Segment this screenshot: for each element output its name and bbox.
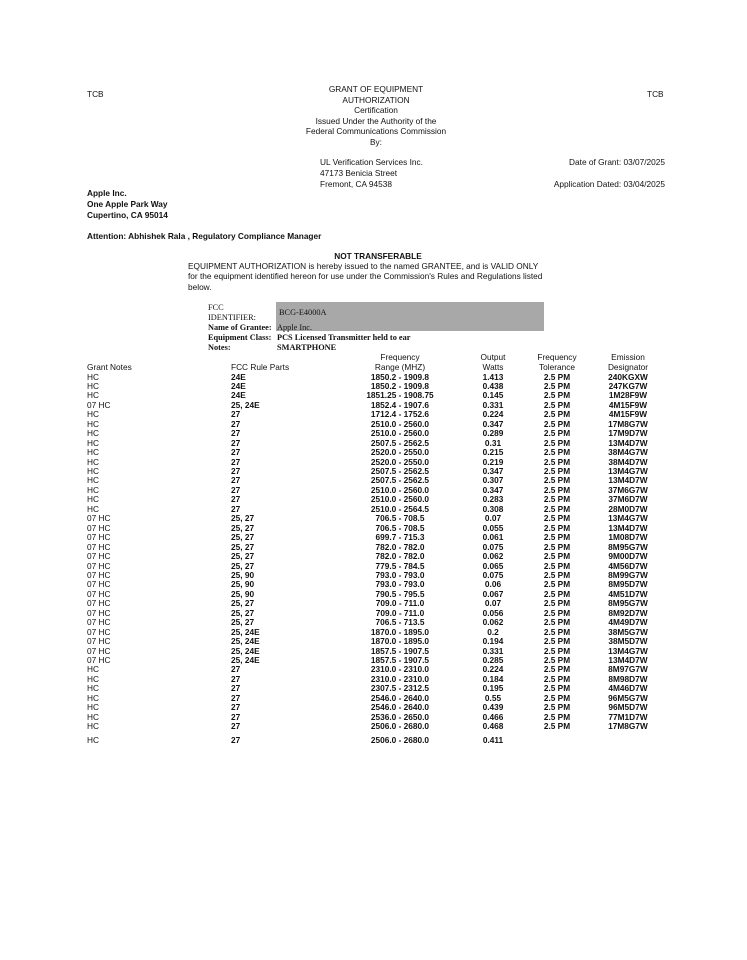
cell-watts: 0.55 (484, 692, 502, 703)
cell-tol: 2.5 PM (543, 560, 571, 571)
cell-watts: 0.055 (482, 522, 504, 533)
header-watts-line-2: Watts (482, 362, 504, 372)
cell-em: 4M51D7W (608, 588, 648, 599)
attention-line: Attention: Abhishek Rala , Regulatory Compliance Manager (87, 231, 322, 241)
issuer-city: Fremont, CA 94538 (320, 179, 392, 190)
cell-rule: 27 (231, 702, 241, 713)
cell-watts: 0.07 (484, 598, 502, 609)
cell-em: 8M95G7W (608, 541, 648, 552)
cell-notes: 07 HC (87, 626, 111, 637)
cell-em: 8M92D7W (608, 607, 648, 618)
cell-rule: 27 (231, 734, 241, 745)
cell-em: 38M4G7W (608, 447, 648, 458)
cell-watts: 0.194 (482, 636, 504, 647)
cell-watts: 0.061 (482, 532, 504, 543)
cell-notes: 07 HC (87, 645, 111, 656)
cell-freq: 1857.5 - 1907.5 (370, 655, 430, 665)
cell-notes: HC (87, 371, 99, 382)
cell-freq: 706.5 - 708.5 (375, 513, 425, 524)
issuer-address (320, 157, 423, 191)
cell-em: 8M99G7W (608, 569, 648, 580)
cell-freq: 706.5 - 708.5 (375, 522, 425, 533)
cell-freq: 782.0 - 782.0 (375, 551, 425, 562)
cell-rule: 27 (231, 475, 241, 486)
cell-watts: 0.184 (482, 673, 504, 684)
cell-rule: 24E (231, 390, 246, 401)
cell-rule: 25, 24E (231, 399, 260, 410)
cell-rule: 27 (231, 721, 241, 732)
cell-watts: 0.056 (482, 607, 504, 618)
cell-notes: HC (87, 475, 99, 486)
cell-freq: 1850.2 - 1909.8 (370, 380, 430, 391)
application-date: Application Dated: 03/04/2025 (553, 179, 665, 189)
cell-em: 1M08D7W (608, 532, 648, 543)
cell-em: 13M4D7W (608, 437, 648, 448)
cell-tol: 2.5 PM (543, 428, 571, 439)
cell-tol: 2.5 PM (543, 626, 571, 637)
grant-title-line: Certification (354, 105, 398, 116)
cell-em: 17M8G7W (608, 721, 648, 732)
tcb-left-label: TCB (87, 89, 104, 99)
cell-notes: HC (87, 484, 99, 495)
cell-em: 4M49D7W (608, 617, 648, 628)
cell-rule: 25, 27 (231, 617, 255, 628)
cell-em: 13M4D7W (608, 475, 648, 486)
cell-em: 38M4D7W (608, 456, 648, 467)
cell-em: 4M15F9W (608, 399, 648, 410)
grant-title-block (276, 84, 476, 148)
cell-freq: 2510.0 - 2564.5 (370, 503, 430, 514)
header-tolerance-line-1: Frequency (537, 352, 577, 362)
cell-notes: 07 HC (87, 655, 111, 665)
cell-em: 13M4D7W (608, 522, 648, 533)
cell-tol: 2.5 PM (543, 418, 571, 429)
fcc-label-line-1: FCC (208, 303, 224, 312)
notes-label: Notes: (208, 343, 231, 352)
cell-rule: 27 (231, 437, 241, 448)
cell-freq: 2507.5 - 2562.5 (370, 437, 430, 448)
table-row (0, 722, 747, 732)
cell-rule: 27 (231, 683, 241, 694)
cell-watts: 0.067 (482, 588, 504, 599)
cell-notes: HC (87, 503, 99, 514)
cell-em: 8M95D7W (608, 579, 648, 590)
cell-em: 96M5G7W (608, 692, 648, 703)
cell-rule: 25, 27 (231, 607, 255, 618)
cell-rule: 24E (231, 380, 246, 391)
grantee-name: Apple Inc. (87, 188, 127, 198)
cell-watts: 0.215 (482, 447, 504, 458)
cell-rule: 25, 27 (231, 560, 255, 571)
cell-tol: 2.5 PM (543, 399, 571, 410)
cell-notes: HC (87, 437, 99, 448)
cell-notes: 07 HC (87, 598, 111, 609)
cell-rule: 24E (231, 371, 246, 382)
grantee-address (87, 188, 168, 222)
grant-title-line: Federal Communications Commission (305, 126, 447, 137)
cell-rule: 25, 24E (231, 645, 260, 656)
cell-notes: HC (87, 734, 99, 745)
cell-notes: HC (87, 390, 99, 401)
cell-freq: 2307.5 - 2312.5 (370, 683, 430, 694)
cell-watts: 0.219 (482, 456, 504, 467)
header-emission-line-2: Designator (607, 362, 649, 372)
cell-tol: 2.5 PM (543, 551, 571, 562)
cell-rule: 25, 24E (231, 626, 260, 637)
issuer-street: 47173 Benicia Street (320, 168, 398, 179)
cell-em: 4M56D7W (608, 560, 648, 571)
cell-freq: 2546.0 - 2640.0 (370, 702, 430, 713)
cell-rule: 25, 90 (231, 588, 255, 599)
cell-rule: 25, 24E (231, 636, 260, 647)
cell-freq: 706.5 - 713.5 (375, 617, 425, 628)
cell-tol: 2.5 PM (543, 522, 571, 533)
cell-tol: 2.5 PM (543, 380, 571, 391)
notice-line: for the equipment identified hereon for use under the Commission's Rules and Regulations listed (188, 271, 543, 282)
cell-rule: 25, 27 (231, 541, 255, 552)
cell-notes: 07 HC (87, 607, 111, 618)
cell-freq: 1851.25 - 1908.75 (366, 390, 434, 401)
cell-freq: 1870.0 - 1895.0 (370, 636, 430, 647)
grant-title-line: By: (370, 136, 382, 147)
cell-rule: 27 (231, 503, 241, 514)
cell-rule: 25, 27 (231, 598, 255, 609)
cell-tol: 2.5 PM (543, 541, 571, 552)
cell-notes: 07 HC (87, 541, 111, 552)
cell-notes: HC (87, 692, 99, 703)
cell-watts: 0.347 (482, 418, 504, 429)
cell-watts: 0.289 (482, 428, 504, 439)
header-frequency-range (350, 352, 450, 372)
cell-freq: 1850.2 - 1909.8 (370, 371, 430, 382)
cell-freq: 2310.0 - 2310.0 (370, 673, 430, 684)
cell-notes: HC (87, 711, 99, 722)
cell-watts: 0.411 (482, 734, 504, 745)
cell-em: 240KGXW (608, 371, 648, 382)
tcb-right-label: TCB (647, 89, 664, 99)
header-frequency-line-2: Range (MHZ) (374, 362, 426, 372)
cell-freq: 793.0 - 793.0 (375, 579, 425, 590)
cell-tol: 2.5 PM (543, 409, 571, 420)
cell-notes: HC (87, 447, 99, 458)
cell-em: 1M28F9W (608, 390, 648, 401)
notes-value: SMARTPHONE (277, 343, 337, 352)
cell-watts: 0.195 (482, 683, 504, 694)
cell-tol: 2.5 PM (543, 371, 571, 382)
cell-rule: 25, 90 (231, 569, 255, 580)
cell-watts: 0.062 (482, 617, 504, 628)
cell-tol: 2.5 PM (543, 513, 571, 524)
cell-notes: HC (87, 409, 99, 420)
cell-watts: 0.07 (484, 513, 502, 524)
cell-freq: 1870.0 - 1895.0 (370, 626, 430, 637)
cell-notes: 07 HC (87, 560, 111, 571)
cell-freq: 2310.0 - 2310.0 (370, 664, 430, 675)
cell-rule: 25, 90 (231, 579, 255, 590)
header-frequency-tolerance (527, 352, 587, 372)
equipment-class-label: Equipment Class: (208, 333, 272, 342)
cell-tol: 2.5 PM (543, 494, 571, 505)
cell-em: 8M97G7W (608, 664, 648, 675)
cell-tol: 2.5 PM (543, 673, 571, 684)
cell-notes: HC (87, 683, 99, 694)
cell-notes: HC (87, 418, 99, 429)
cell-watts: 0.224 (482, 409, 504, 420)
cell-rule: 27 (231, 418, 241, 429)
cell-notes: 07 HC (87, 617, 111, 628)
header-watts-line-1: Output (480, 352, 506, 362)
fcc-identifier-value: BCG-E4000A (279, 308, 327, 317)
cell-notes: 07 HC (87, 588, 111, 599)
fcc-label-line-2: IDENTIFIER: (208, 313, 256, 322)
cell-em: 77M1D7W (608, 711, 648, 722)
header-emission-designator (598, 352, 658, 372)
cell-rule: 25, 27 (231, 513, 255, 524)
cell-notes: 07 HC (87, 532, 111, 543)
cell-watts: 0.308 (482, 503, 504, 514)
cell-notes: 07 HC (87, 522, 111, 533)
cell-notes: 07 HC (87, 399, 111, 410)
cell-freq: 2506.0 - 2680.0 (370, 734, 430, 745)
cell-rule: 27 (231, 484, 241, 495)
cell-freq: 1852.4 - 1907.6 (370, 399, 430, 410)
cell-tol: 2.5 PM (543, 569, 571, 580)
grantee-street: One Apple Park Way (87, 199, 168, 210)
cell-rule: 27 (231, 447, 241, 458)
cell-freq: 2507.5 - 2562.5 (370, 466, 430, 476)
cell-watts: 0.347 (482, 484, 504, 495)
cell-notes: HC (87, 466, 99, 476)
cell-watts: 0.285 (482, 655, 504, 665)
cell-watts: 0.439 (482, 702, 504, 713)
cell-em: 28M0D7W (608, 503, 648, 514)
transfer-notice (188, 251, 578, 292)
cell-tol: 2.5 PM (543, 579, 571, 590)
cell-tol: 2.5 PM (543, 484, 571, 495)
cell-notes: 07 HC (87, 579, 111, 590)
cell-em: 8M98D7W (608, 673, 648, 684)
cell-notes: HC (87, 380, 99, 391)
cell-em: 9M00D7W (608, 551, 648, 562)
cell-em: 4M15F9W (608, 409, 648, 420)
cell-watts: 0.06 (484, 579, 502, 590)
cell-tol: 2.5 PM (543, 475, 571, 486)
grantee-value: Apple Inc. (277, 323, 313, 332)
cell-freq: 2506.0 - 2680.0 (370, 721, 430, 732)
cell-watts: 0.468 (482, 721, 504, 732)
cell-watts: 0.466 (482, 711, 504, 722)
grantee-city: Cupertino, CA 95014 (87, 210, 168, 221)
cell-tol: 2.5 PM (543, 683, 571, 694)
cell-watts: 0.331 (482, 645, 504, 656)
cell-em: 4M46D7W (608, 683, 648, 694)
cell-em: 13M4G7W (608, 513, 648, 524)
cell-notes: HC (87, 702, 99, 713)
cell-em: 247KG7W (608, 380, 648, 391)
cell-freq: 709.0 - 711.0 (375, 598, 425, 609)
grant-title-line: Issued Under the Authority of the (315, 115, 437, 126)
cell-freq: 709.0 - 711.0 (375, 607, 425, 618)
issuer-name: UL Verification Services Inc. (320, 157, 423, 167)
cell-notes: HC (87, 721, 99, 732)
cell-freq: 2510.0 - 2560.0 (370, 494, 430, 505)
cell-watts: 0.075 (482, 569, 504, 580)
cell-tol: 2.5 PM (543, 711, 571, 722)
cell-em: 37M6G7W (608, 484, 648, 495)
cell-freq: 2507.5 - 2562.5 (370, 475, 430, 486)
cell-rule: 25, 27 (231, 522, 255, 533)
cell-rule: 27 (231, 409, 241, 420)
cell-rule: 25, 27 (231, 551, 255, 562)
header-fcc-rule-parts: FCC Rule Parts (231, 362, 290, 372)
cell-freq: 2536.0 - 2650.0 (370, 711, 430, 722)
grant-title-line: AUTHORIZATION (342, 94, 410, 105)
cell-watts: 0.283 (482, 494, 504, 505)
cell-freq: 1857.5 - 1907.5 (370, 645, 430, 656)
cell-watts: 0.145 (482, 390, 504, 401)
cell-watts: 0.062 (482, 551, 504, 562)
header-emission-line-1: Emission (611, 352, 645, 362)
cell-watts: 1.413 (482, 371, 504, 382)
cell-notes: 07 HC (87, 569, 111, 580)
cell-watts: 0.307 (482, 475, 504, 486)
cell-tol: 2.5 PM (543, 390, 571, 401)
cell-em: 13M4G7W (608, 466, 648, 476)
cell-watts: 0.331 (482, 399, 504, 410)
cell-freq: 2520.0 - 2550.0 (370, 447, 430, 458)
cell-em: 17M8G7W (608, 418, 648, 429)
cell-tol: 2.5 PM (543, 692, 571, 703)
cell-rule: 25, 24E (231, 655, 260, 665)
cell-freq: 790.5 - 795.5 (375, 588, 425, 599)
cell-rule: 27 (231, 664, 241, 675)
header-grant-notes: Grant Notes (87, 362, 132, 372)
cell-watts: 0.438 (482, 380, 504, 391)
cell-rule: 27 (231, 428, 241, 439)
cell-tol: 2.5 PM (543, 447, 571, 458)
cell-tol: 2.5 PM (543, 664, 571, 675)
notice-title: NOT TRANSFERABLE (334, 251, 422, 261)
cell-freq: 2510.0 - 2560.0 (370, 484, 430, 495)
cell-watts: 0.224 (482, 664, 504, 675)
cell-freq: 1712.4 - 1752.6 (370, 409, 430, 420)
cell-freq: 793.0 - 793.0 (375, 569, 425, 580)
cell-em: 13M4D7W (608, 655, 648, 665)
cell-em: 8M95G7W (608, 598, 648, 609)
cell-em: 38M5D7W (608, 636, 648, 647)
cell-tol: 2.5 PM (543, 532, 571, 543)
cell-tol: 2.5 PM (543, 588, 571, 599)
cell-em: 96M5D7W (608, 702, 648, 713)
cell-tol: 2.5 PM (543, 721, 571, 732)
cell-tol: 2.5 PM (543, 636, 571, 647)
cell-em: 37M6D7W (608, 494, 648, 505)
cell-rule: 27 (231, 466, 241, 476)
cell-rule: 27 (231, 711, 241, 722)
cell-watts: 0.31 (484, 437, 502, 448)
cell-freq: 779.5 - 784.5 (375, 560, 425, 571)
cell-tol: 2.5 PM (543, 598, 571, 609)
cell-tol: 2.5 PM (543, 456, 571, 467)
cell-notes: HC (87, 494, 99, 505)
cell-notes: HC (87, 664, 99, 675)
cell-tol: 2.5 PM (543, 437, 571, 448)
cell-freq: 2510.0 - 2560.0 (370, 428, 430, 439)
cell-tol: 2.5 PM (543, 466, 571, 476)
date-of-grant: Date of Grant: 03/07/2025 (569, 157, 665, 167)
cell-freq: 782.0 - 782.0 (375, 541, 425, 552)
table-row (0, 736, 747, 746)
cell-tol: 2.5 PM (543, 617, 571, 628)
cell-notes: 07 HC (87, 513, 111, 524)
cell-notes: 07 HC (87, 636, 111, 647)
cell-em: 17M9D7W (608, 428, 648, 439)
cell-rule: 27 (231, 692, 241, 703)
cell-rule: 27 (231, 673, 241, 684)
cell-rule: 27 (231, 456, 241, 467)
cell-notes: HC (87, 673, 99, 684)
notice-line: below. (188, 281, 212, 292)
cell-notes: HC (87, 428, 99, 439)
cell-tol: 2.5 PM (543, 702, 571, 713)
cell-tol: 2.5 PM (543, 503, 571, 514)
grantee-label: Name of Grantee: (208, 323, 272, 332)
cell-tol: 2.5 PM (543, 645, 571, 656)
cell-watts: 0.065 (482, 560, 504, 571)
cell-freq: 2546.0 - 2640.0 (370, 692, 430, 703)
cell-watts: 0.347 (482, 466, 504, 476)
cell-watts: 0.075 (482, 541, 504, 552)
cell-em: 13M4G7W (608, 645, 648, 656)
header-frequency-line-1: Frequency (380, 352, 420, 362)
cell-freq: 699.7 - 715.3 (375, 532, 425, 543)
cell-tol: 2.5 PM (543, 655, 571, 665)
header-tolerance-line-2: Tolerance (539, 362, 575, 372)
cell-watts: 0.2 (487, 626, 499, 637)
equipment-class-value: PCS Licensed Transmitter held to ear (277, 333, 411, 342)
cell-freq: 2510.0 - 2560.0 (370, 418, 430, 429)
cell-freq: 2520.0 - 2550.0 (370, 456, 430, 467)
grant-title-line: GRANT OF EQUIPMENT (328, 84, 424, 94)
cell-rule: 27 (231, 494, 241, 505)
header-output-watts (470, 352, 516, 372)
cell-rule: 25, 27 (231, 532, 255, 543)
cell-tol: 2.5 PM (543, 607, 571, 618)
notice-line: EQUIPMENT AUTHORIZATION is hereby issued to the named GRANTEE, and is VALID ONLY (188, 261, 539, 272)
cell-em: 38M5G7W (608, 626, 648, 637)
cell-notes: HC (87, 456, 99, 467)
cell-notes: 07 HC (87, 551, 111, 562)
